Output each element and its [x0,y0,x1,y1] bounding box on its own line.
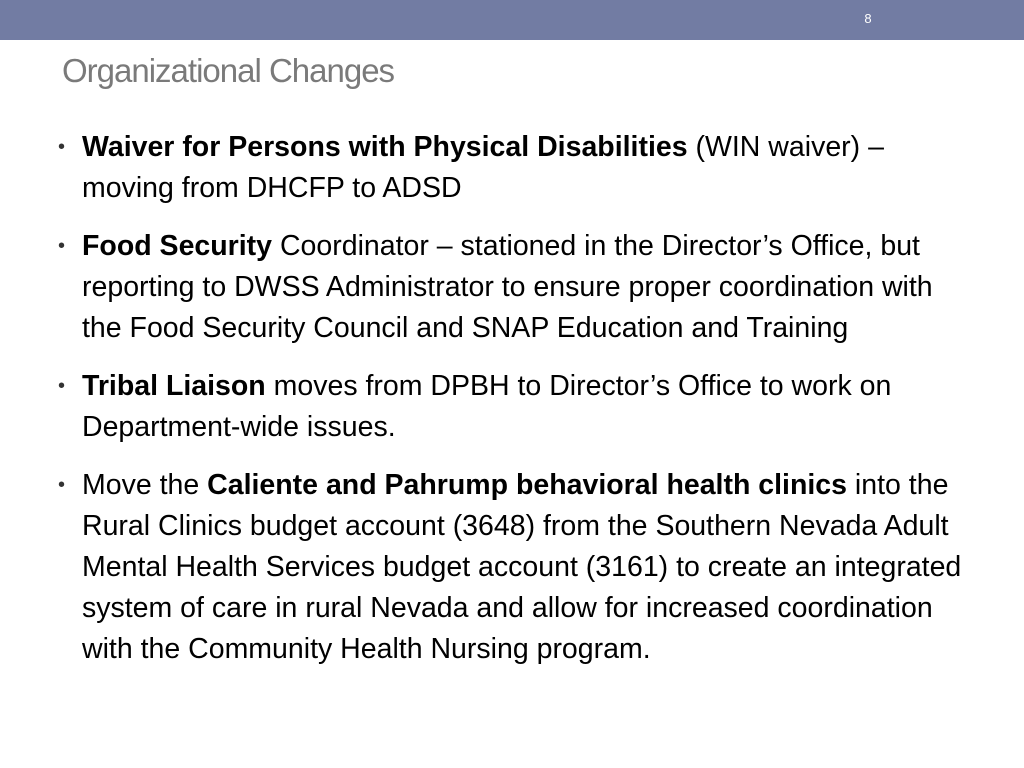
bullet-icon: • [58,136,66,158]
bullet-item-clinics [58,465,968,670]
bullet-bold-text: Tribal Liaison [82,370,266,402]
bullet-icon: • [58,375,66,397]
bullet-text: (WIN waiver) – moving from DHCFP to ADSD [82,131,884,204]
bullet-item-tribal-liaison [58,366,968,448]
bullet-item-food-security [58,226,968,349]
top-bar [0,0,1024,40]
bullet-item-win-waiver [58,127,968,209]
bullet-icon: • [58,474,66,496]
bullet-bold-text: Food Security [82,230,273,262]
bullet-list [58,127,968,687]
slide-title: Organizational Changes [62,52,395,89]
bullet-bold-text: Caliente and Pahrump behavioral health clinics [207,469,848,501]
bullet-bold-text: Waiver for Persons with Physical Disabilities [82,131,688,163]
bullet-text: into the Rural Clinics budget account (3648) from the Southern Nevada Adult Mental Health Services budget account (3161) to create an integrated system of care in rural Nevada and allow for increased coordination with the Community Health Nursing program. [82,469,962,665]
bullet-prefix-text: Move the [82,469,208,501]
bullet-icon: • [58,235,66,257]
bullet-text: Coordinator – stationed in the Director’s Office, but reporting to DWSS Administrator to ensure proper coordination with the Food Security Council and SNAP Education and Training [82,230,933,344]
slide-number: 8 [864,11,872,26]
bullet-text: moves from DPBH to Director’s Office to work on Department-wide issues. [82,370,892,443]
